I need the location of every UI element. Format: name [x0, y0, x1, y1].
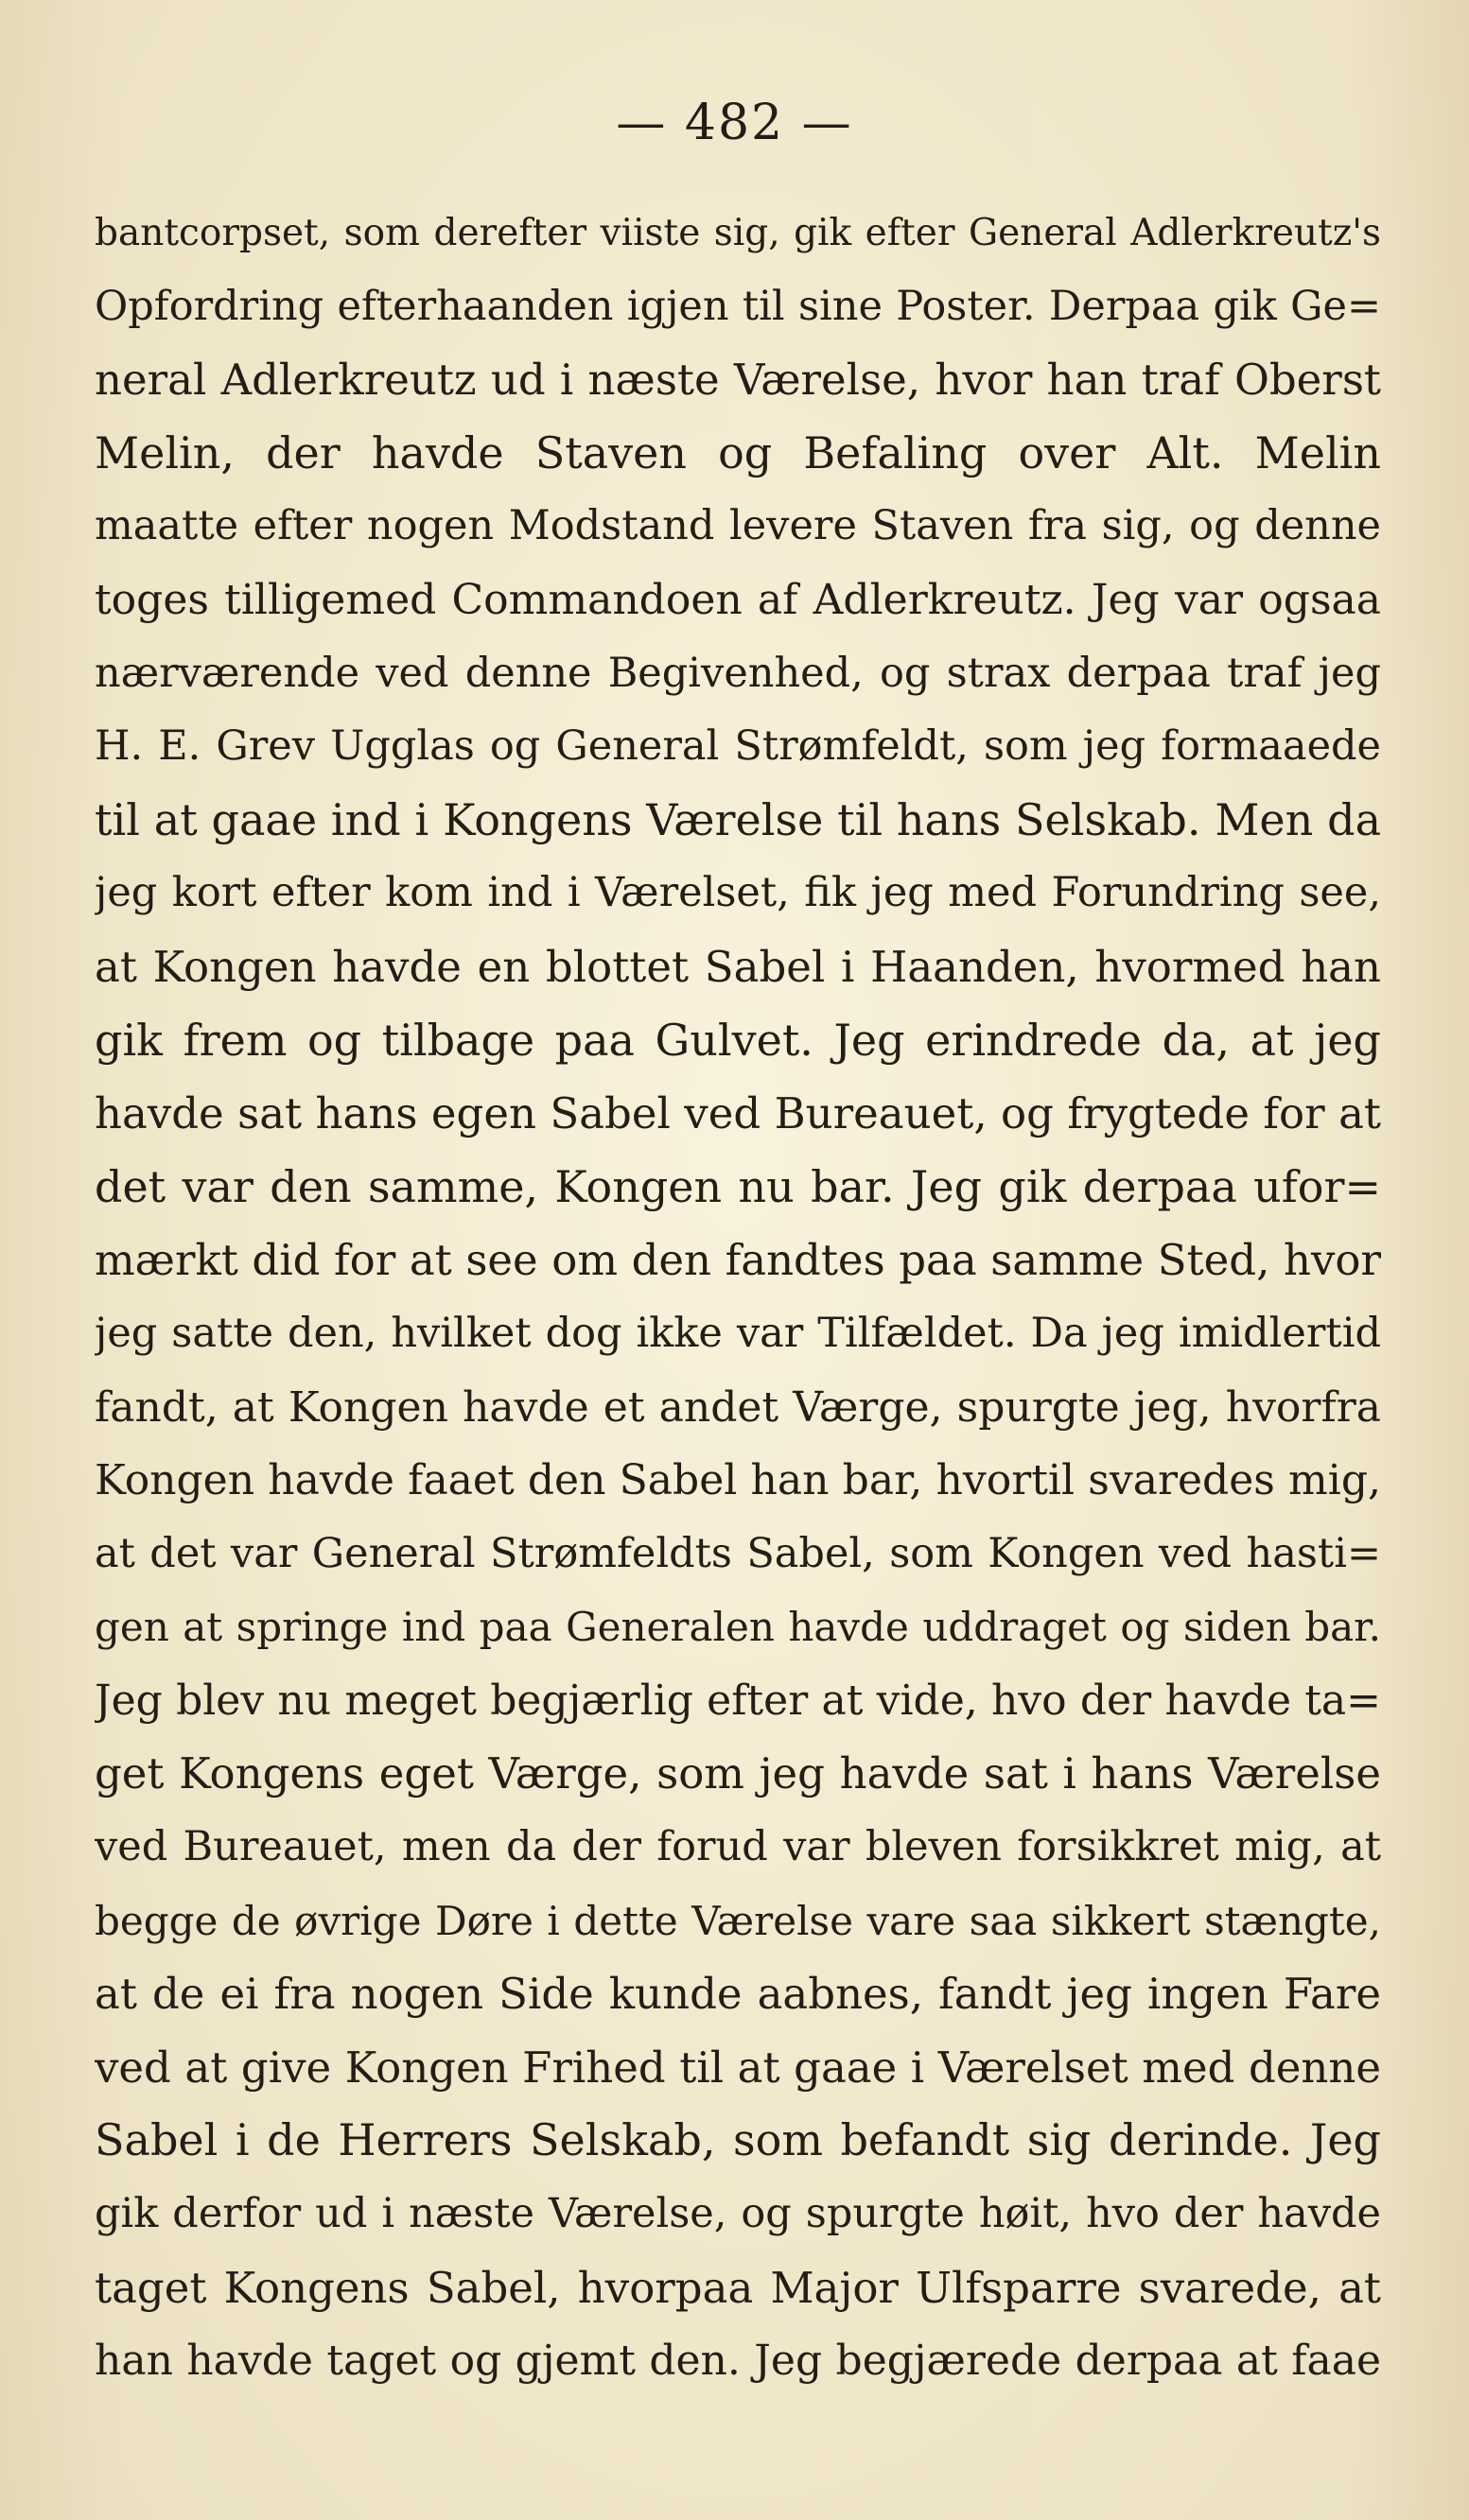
text-line: begge de øvrige Døre i dette Værelse vare saa sikkert stængte, — [95, 1897, 1381, 1944]
text-line: get Kongens eget Værge, som jeg havde sat i hans Værelse — [95, 1748, 1381, 1799]
text-line: havde sat hans egen Sabel ved Bureauet, og frygtede for at — [95, 1088, 1381, 1139]
text-line: H. E. Grev Ugglas og General Strømfeldt, som jeg formaaede — [95, 722, 1381, 771]
text-line: maatte efter nogen Modstand levere Staven fra sig, og denne — [95, 502, 1381, 550]
text-line: taget Kongens Sabel, hvorpaa Major Ulfsparre svarede, at — [95, 2262, 1381, 2313]
text-line: Jeg blev nu meget begjærlig efter at vide, hvo der havde ta= — [95, 1676, 1381, 1725]
text-line: gik derfor ud i næste Værelse, og spurgte høit, hvo der havde — [95, 2190, 1381, 2238]
text-line: jeg kort efter kom ind i Værelset, fik jeg med Forundring see, — [95, 869, 1381, 917]
text-line: gen at springe ind paa Generalen havde uddraget og siden bar. — [95, 1604, 1381, 1651]
text-line: det var den samme, Kongen nu bar. Jeg gik derpaa ufor= — [95, 1160, 1381, 1212]
text-line: fandt, at Kongen havde et andet Værge, spurgte jeg, hvorfra — [95, 1382, 1381, 1432]
text-line: Sabel i de Herrers Selskab, som befandt sig derinde. Jeg — [95, 2114, 1381, 2166]
body-text — [95, 197, 1381, 2398]
text-line: ved at give Kongen Frihed til at gaae i Værelset med denne — [95, 2042, 1381, 2093]
text-line: han havde taget og gjemt den. Jeg begjærede derpaa at faae — [95, 2337, 1381, 2386]
page-number: — 482 — — [616, 95, 853, 151]
text-line: Opfordring efterhaanden igjen til sine Poster. Derpaa gik Ge= — [95, 282, 1381, 330]
text-line: nærværende ved denne Begivenhed, og strax derpaa traf jeg — [95, 649, 1381, 697]
text-line: toges tilligemed Commandoen af Adlerkreutz. Jeg var ogsaa — [95, 575, 1381, 624]
text-line: neral Adlerkreutz ud i næste Værelse, hvor han traf Oberst — [95, 355, 1381, 406]
text-line: gik frem og tilbage paa Gulvet. Jeg erindrede da, at jeg — [95, 1014, 1381, 1066]
text-line: Melin, der havde Staven og Befaling over Alt. Melin — [95, 426, 1381, 478]
text-line: bantcorpset, som derefter viiste sig, gik efter General Adlerkreutz's — [95, 212, 1381, 254]
text-line: til at gaae ind i Kongens Værelse til hans Selskab. Men da — [95, 793, 1381, 845]
text-line: ved Bureauet, men da der forud var bleven forsikkret mig, at — [95, 1823, 1381, 1871]
text-line: Kongen havde faaet den Sabel han bar, hvortil svaredes mig, — [95, 1456, 1381, 1505]
text-line: mærkt did for at see om den fandtes paa samme Sted, hvor — [95, 1235, 1381, 1286]
text-line: at Kongen havde en blottet Sabel i Haanden, hvormed han — [95, 941, 1381, 992]
text-line: jeg satte den, hvilket dog ikke var Tilfældet. Da jeg imidlertid — [95, 1309, 1381, 1357]
text-line: at det var General Strømfeldts Sabel, som Kongen ved hasti= — [95, 1529, 1381, 1577]
text-line: at de ei fra nogen Side kunde aabnes, fandt jeg ingen Fare — [95, 1969, 1381, 2020]
